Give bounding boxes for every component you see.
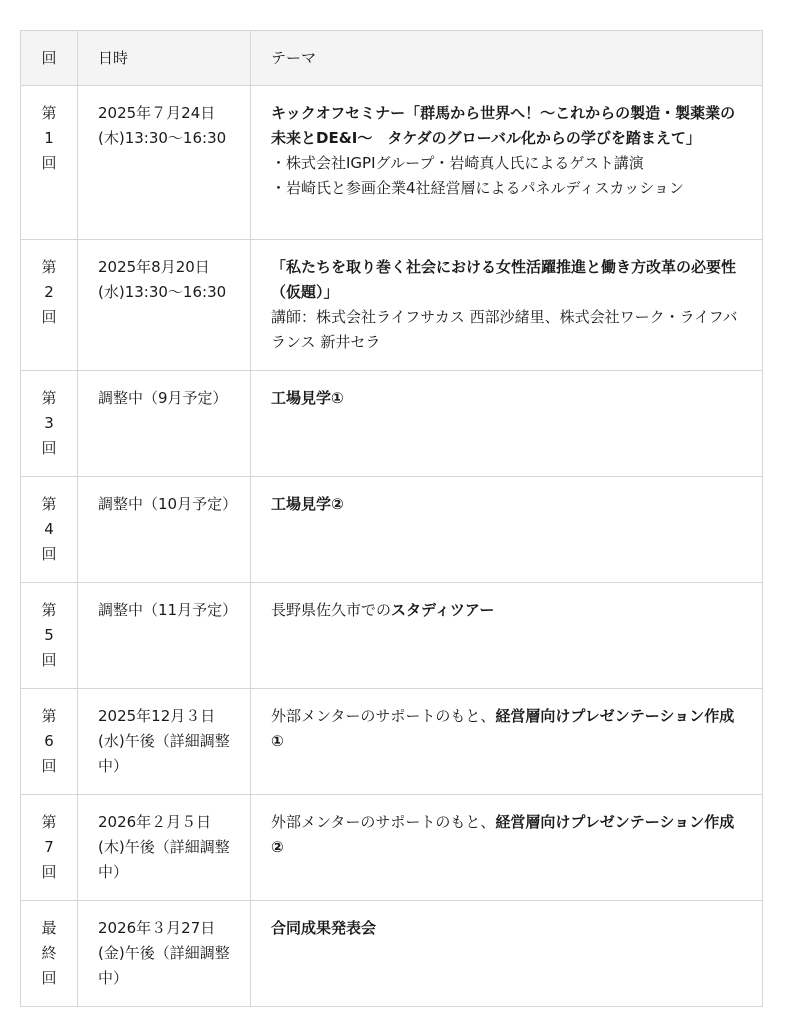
session-number-char: 回: [41, 439, 57, 457]
session-number-char: 4: [44, 520, 54, 538]
theme-title: [271, 101, 742, 151]
session-number: [21, 795, 78, 901]
table-row: [21, 689, 763, 795]
session-theme: [251, 689, 763, 795]
theme-detail: ・株式会社IGPIグループ・岩崎真人氏によるゲスト講演: [271, 154, 644, 172]
session-date: 調整中（9月予定）: [78, 371, 251, 477]
table-row: [21, 86, 763, 240]
header-theme: テーマ: [251, 31, 763, 86]
session-theme: [251, 583, 763, 689]
theme-title: [271, 598, 742, 623]
session-theme: [251, 86, 763, 240]
table-row: [21, 240, 763, 371]
session-number-char: 回: [41, 757, 57, 775]
session-number: [21, 901, 78, 1007]
session-number-char: 第: [41, 389, 57, 407]
session-theme: [251, 477, 763, 583]
session-number-char: 回: [41, 308, 57, 326]
session-number-char: 回: [41, 863, 57, 881]
session-number-char: 5: [44, 626, 54, 644]
session-number-char: 第: [41, 707, 57, 725]
theme-text-bold: 合同成果発表会: [271, 919, 377, 937]
session-date: 2026年２月５日(木)午後（詳細調整中）: [78, 795, 251, 901]
theme-title: [271, 492, 742, 517]
theme-text: 外部メンターのサポートのもと、: [271, 707, 496, 725]
session-number-char: 終: [41, 944, 57, 962]
session-number: [21, 86, 78, 240]
theme-title: [271, 916, 742, 941]
header-no: 回: [21, 31, 78, 86]
session-date: 2025年７月24日(木)13:30〜16:30: [78, 86, 251, 240]
table-row: [21, 901, 763, 1007]
session-theme: [251, 371, 763, 477]
schedule-table: [20, 30, 763, 1007]
theme-title: [271, 810, 742, 860]
table-row: [21, 583, 763, 689]
theme-text: 長野県佐久市での: [271, 601, 392, 619]
session-number-char: 第: [41, 495, 57, 513]
table-row: [21, 371, 763, 477]
session-date: 2026年３月27日(金)午後（詳細調整中）: [78, 901, 251, 1007]
session-number-char: 3: [44, 414, 54, 432]
session-number-char: 第: [41, 258, 57, 276]
theme-text-bold: スタディツアー: [391, 601, 495, 619]
session-number-char: 回: [41, 651, 57, 669]
table-row: [21, 795, 763, 901]
session-number-char: 第: [41, 104, 57, 122]
theme-title: [271, 386, 742, 411]
session-theme: [251, 240, 763, 371]
session-number-char: 6: [44, 732, 54, 750]
session-number-char: 7: [44, 838, 54, 856]
header-date: 日時: [78, 31, 251, 86]
theme-text-bold: 経営層向けプレゼンテーション作成②: [271, 813, 735, 856]
theme-text-bold: 工場見学②: [271, 495, 344, 513]
session-theme: [251, 795, 763, 901]
theme-text-bold: 経営層向けプレゼンテーション作成①: [271, 707, 735, 750]
session-theme: [251, 901, 763, 1007]
session-number: [21, 477, 78, 583]
session-number-char: 第: [41, 813, 57, 831]
session-number-char: 2: [44, 283, 54, 301]
table-row: [21, 477, 763, 583]
theme-text-bold: キックオフセミナー「群馬から世界へ！〜これからの製造・製薬業の未来とDE&I〜 タケダのグローバル化からの学びを踏まえて」: [271, 104, 736, 147]
session-number-char: 回: [41, 969, 57, 987]
session-number-char: 回: [41, 545, 57, 563]
session-date: 2025年8月20日(水)13:30〜16:30: [78, 240, 251, 371]
theme-text: 外部メンターのサポートのもと、: [271, 813, 496, 831]
theme-title: [271, 704, 742, 754]
session-number-char: 第: [41, 601, 57, 619]
session-date: 調整中（10月予定）: [78, 477, 251, 583]
table-header-row: [21, 31, 763, 86]
theme-title: [271, 255, 742, 305]
theme-text-bold: 「私たちを取り巻く社会における女性活躍推進と働き方改革の必要性（仮題）」: [271, 258, 737, 301]
session-number-char: 最: [41, 919, 57, 937]
session-number: [21, 689, 78, 795]
session-date: 調整中（11月予定）: [78, 583, 251, 689]
session-number: [21, 583, 78, 689]
theme-detail: 講師：株式会社ライフサカス 西部沙緒里、株式会社ワーク・ライフバランス 新井セラ: [271, 308, 738, 351]
schedule-body: [21, 86, 763, 1007]
session-number-char: 回: [41, 154, 57, 172]
theme-text-bold: 工場見学①: [271, 389, 344, 407]
session-number-char: 1: [44, 129, 54, 147]
session-date: 2025年12月３日(水)午後（詳細調整中）: [78, 689, 251, 795]
session-number: [21, 371, 78, 477]
theme-detail: ・岩崎氏と参画企業4社経営層によるパネルディスカッション: [271, 179, 684, 197]
session-number: [21, 240, 78, 371]
